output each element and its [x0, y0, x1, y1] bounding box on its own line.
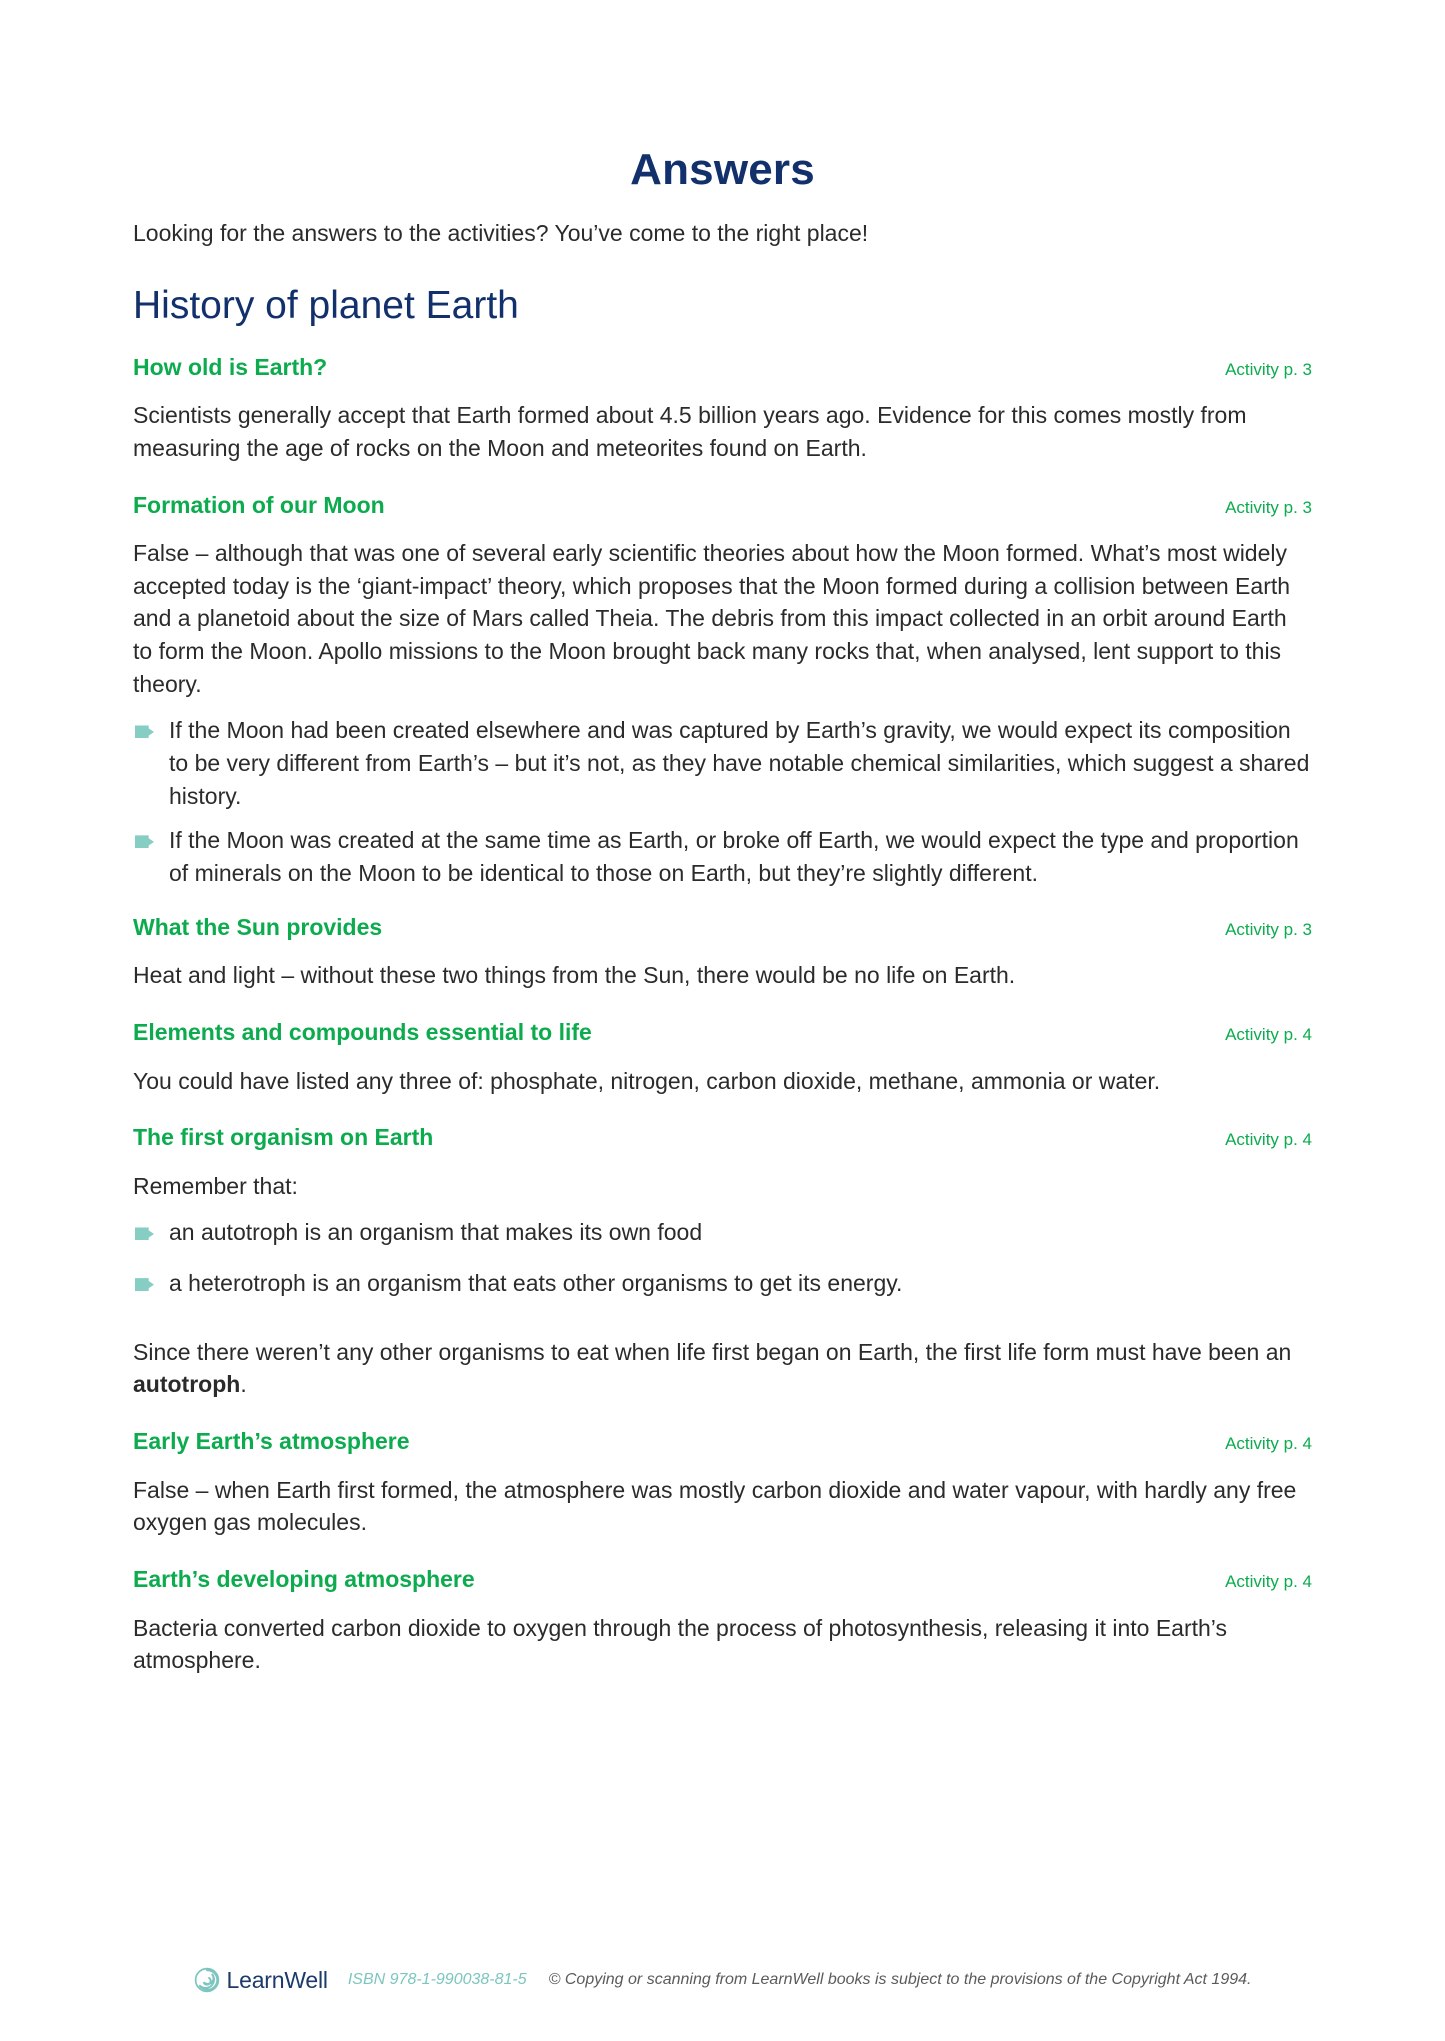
closing-prefix: Since there weren’t any other organisms to eat when life first began on Earth, the first life form must have been an	[133, 1338, 1292, 1365]
section-title: Early Earth’s atmosphere	[133, 1428, 410, 1455]
pennant-bullet-icon	[135, 725, 154, 738]
list-item	[133, 824, 1312, 889]
section-header	[133, 354, 1312, 382]
list-item-text: If the Moon had been created elsewhere and was captured by Earth’s gravity, we would expect its composition to be very different from Earth’s – but it’s not, as they have notable chemical similarities, which suggest a shared history.	[169, 717, 1310, 809]
section-title: Elements and compounds essential to life	[133, 1018, 592, 1045]
spiral-icon	[194, 1967, 220, 1993]
copyright-text: © Copying or scanning from LearnWell books is subject to the provisions of the Copyright Act 1994.	[548, 1971, 1252, 1988]
activity-reference: Activity p. 4	[1225, 1434, 1312, 1454]
section-paragraph: Bacteria converted carbon dioxide to oxygen through the process of photosynthesis, releasing it into Earth’s atmosphere.	[133, 1614, 1228, 1674]
bullet-list	[133, 700, 1312, 889]
activity-reference: Activity p. 4	[1225, 1572, 1312, 1592]
section-paragraph: False – when Earth first formed, the atmosphere was mostly carbon dioxide and water vapour, with hardly any free oxygen gas molecules.	[133, 1476, 1297, 1536]
pennant-bullet-icon	[135, 1227, 154, 1240]
activity-reference: Activity p. 4	[1225, 1024, 1312, 1044]
closing-suffix: .	[240, 1371, 247, 1398]
list-item	[133, 714, 1312, 812]
section-paragraph: Scientists generally accept that Earth formed about 4.5 billion years ago. Evidence for this comes mostly from measuring the age of rocks on the Moon and meteorites found on Earth.	[133, 402, 1247, 461]
logo-wordmark: LearnWell	[226, 1966, 328, 1993]
activity-reference: Activity p. 3	[1225, 359, 1312, 379]
bullet-list	[133, 1202, 1312, 1299]
pennant-bullet-icon	[135, 1278, 154, 1291]
activity-reference: Activity p. 3	[1225, 919, 1312, 939]
section-header	[133, 1124, 1312, 1152]
intro-text: Looking for the answers to the activities? You’ve come to the right place!	[133, 220, 869, 246]
section-paragraph: You could have listed any three of: phosphate, nitrogen, carbon dioxide, methane, ammonia or water.	[133, 1067, 1161, 1094]
section-header	[133, 1019, 1312, 1047]
section-title: How old is Earth?	[133, 353, 328, 380]
page-title: Answers	[630, 145, 815, 194]
page-footer	[0, 1967, 1445, 1993]
list-item	[133, 1267, 1312, 1300]
section-title: What the Sun provides	[133, 913, 383, 940]
pennant-bullet-icon	[135, 835, 154, 848]
list-item-text: If the Moon was created at the same time as Earth, or broke off Earth, we would expect the type and proportion of minerals on the Moon to be identical to those on Earth, but they’re slightly different.	[169, 827, 1299, 887]
section-header	[133, 1428, 1312, 1456]
activity-reference: Activity p. 4	[1225, 1130, 1312, 1150]
section-header	[133, 1566, 1312, 1594]
activity-reference: Activity p. 3	[1225, 497, 1312, 517]
section-title: Formation of our Moon	[133, 491, 385, 518]
section-paragraph: Remember that:	[133, 1172, 298, 1199]
section-closing-paragraph	[133, 1318, 1312, 1401]
section-title: Earth’s developing atmosphere	[133, 1566, 475, 1593]
section-header	[133, 492, 1312, 520]
list-item-text: an autotroph is an organism that makes its own food	[169, 1219, 703, 1246]
chapter-heading: History of planet Earth	[133, 283, 519, 327]
section-header	[133, 914, 1312, 942]
section-paragraph: False – although that was one of several early scientific theories about how the Moon formed. What’s most widely accepted today is the ‘giant-impact’ theory, which proposes that the Moon formed during a collision between Earth and a planetoid about the size of Mars called Theia. The debris from this impact collected in an orbit around Earth to form the Moon. Apollo missions to the Moon brought back many rocks that, when analysed, lent support to this theory.	[133, 540, 1291, 697]
section-paragraph: Heat and light – without these two things from the Sun, there would be no life on Earth.	[133, 962, 1016, 989]
section-title: The first organism on Earth	[133, 1124, 434, 1151]
list-item-text: a heterotroph is an organism that eats other organisms to get its energy.	[169, 1270, 903, 1297]
list-item	[133, 1216, 1312, 1249]
isbn-text: ISBN 978-1-990038-81-5	[347, 1971, 527, 1988]
closing-bold-term: autotroph	[133, 1371, 241, 1398]
